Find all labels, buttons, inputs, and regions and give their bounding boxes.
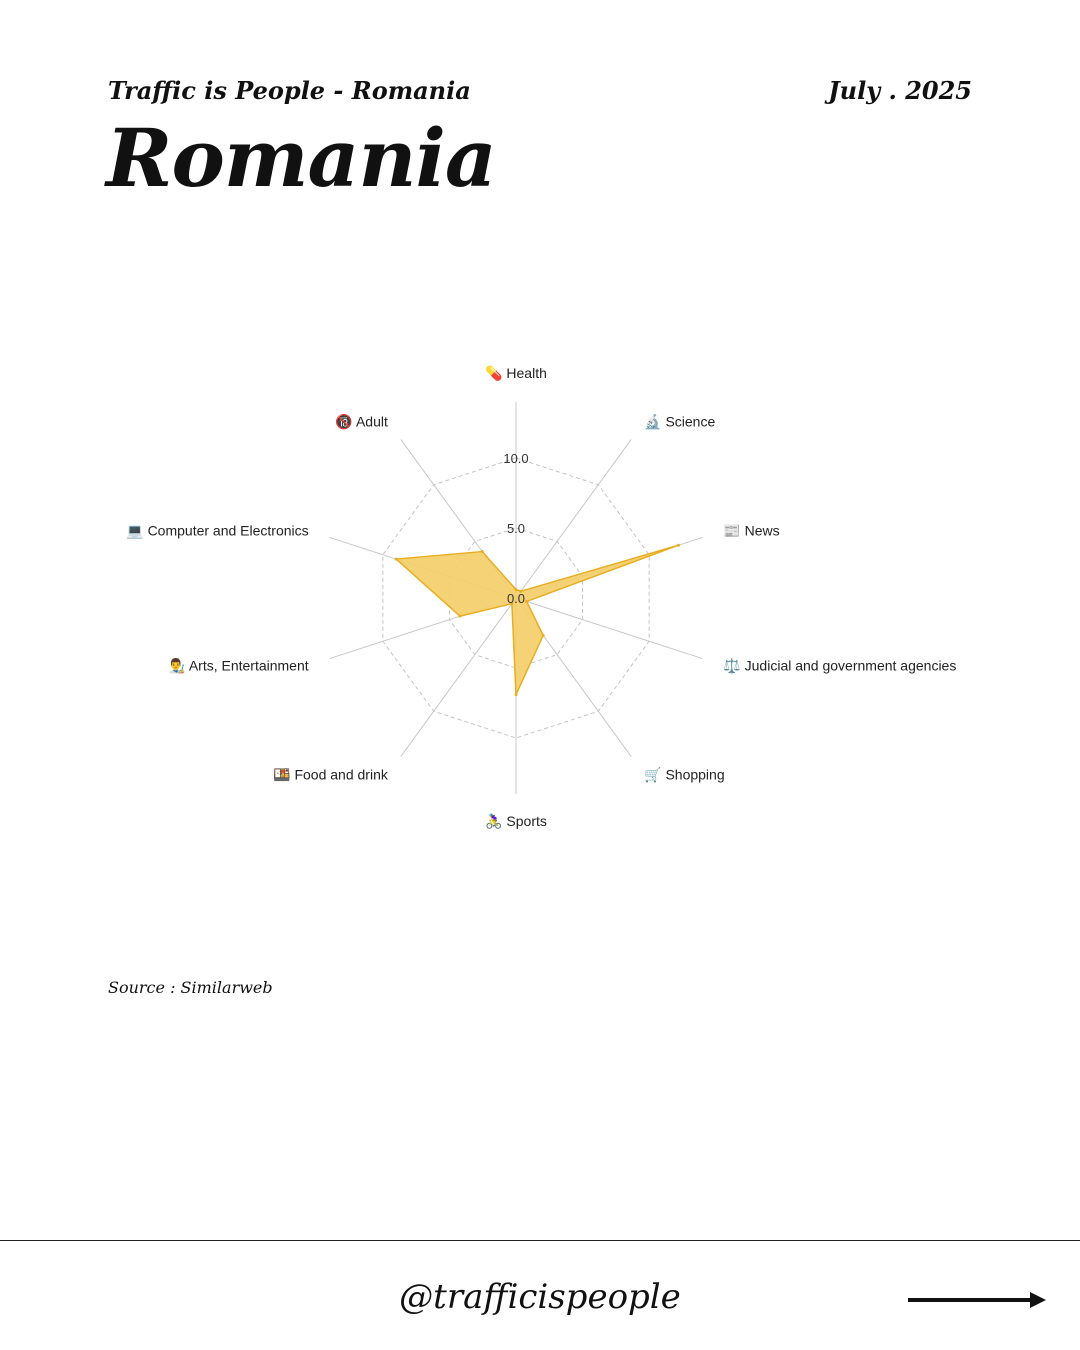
tick-label: 5.0 xyxy=(506,521,526,536)
source-note: Source : Similarweb xyxy=(108,978,273,997)
axis-label: 💊 Health xyxy=(485,365,547,381)
axis-label: 🛒 Shopping xyxy=(644,766,725,783)
axis-spoke xyxy=(516,439,631,598)
axis-label: 💻 Computer and Electronics xyxy=(126,522,309,539)
axis-label: 🚴‍♀️ Sports xyxy=(485,813,547,829)
data-point xyxy=(515,693,518,696)
radar-chart xyxy=(0,340,1080,860)
footer-divider xyxy=(0,1240,1080,1241)
axis-label: 🔞 Adult xyxy=(335,413,388,430)
data-series-area xyxy=(396,545,678,694)
social-handle: @trafficispeople xyxy=(399,1277,681,1317)
data-point xyxy=(542,634,545,637)
arrow-right-icon[interactable] xyxy=(906,1288,1048,1312)
axis-label: 🍱 Food and drink xyxy=(273,766,388,783)
data-point xyxy=(677,544,680,547)
axis-label: 📰 News xyxy=(723,522,780,539)
axis-spoke xyxy=(516,598,702,659)
header-eyebrow: Traffic is People - Romania xyxy=(108,76,471,105)
data-point xyxy=(459,615,462,618)
axis-label: ⚖️ Judicial and government agencies xyxy=(723,657,957,674)
data-point xyxy=(395,558,398,561)
header-date: July . 2025 xyxy=(828,76,972,105)
data-point xyxy=(481,550,484,553)
data-point xyxy=(525,600,528,603)
page-title: Romania xyxy=(106,111,496,205)
axis-label: 👨‍🎨 Arts, Entertainment xyxy=(168,657,309,674)
tick-label: 10.0 xyxy=(503,451,529,466)
tick-label: 0.0 xyxy=(506,591,526,606)
axis-label: 🔬 Science xyxy=(644,413,716,430)
